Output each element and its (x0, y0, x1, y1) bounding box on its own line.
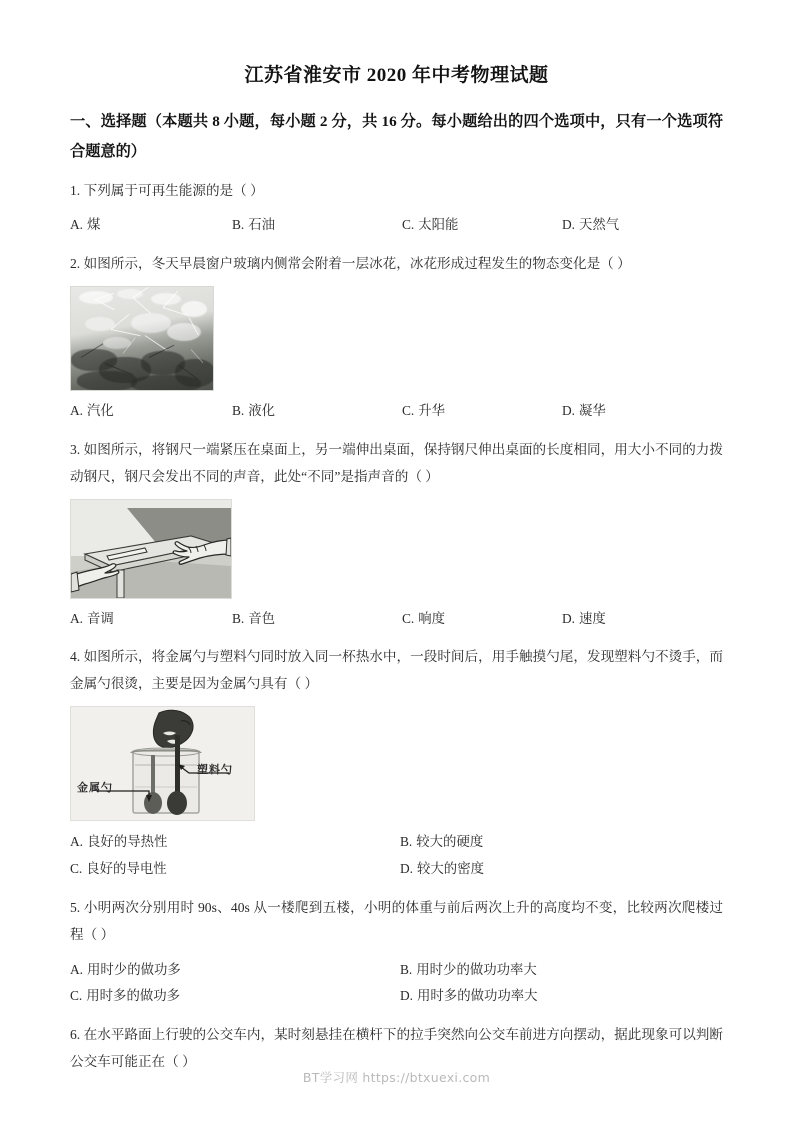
options-row (70, 606, 723, 633)
option-c[interactable] (70, 856, 400, 883)
page-content (70, 60, 723, 1076)
option-d-text: 天然气 (579, 217, 620, 233)
steel-ruler-figure (70, 499, 723, 599)
option-c-text: 升华 (418, 402, 446, 418)
option-d-label: D. (400, 860, 414, 876)
option-d-text: 凝华 (579, 402, 606, 418)
option-d[interactable] (562, 212, 722, 239)
question-stem (70, 644, 723, 698)
options-row-2 (70, 856, 723, 883)
option-c[interactable] (70, 983, 400, 1010)
option-b[interactable] (232, 606, 402, 633)
option-b-label: B. (232, 402, 245, 418)
options-row-1 (70, 957, 723, 984)
option-a-text: 煤 (87, 217, 101, 233)
question-4 (70, 644, 723, 882)
option-b-label: B. (232, 217, 245, 233)
option-d[interactable] (400, 983, 538, 1010)
option-a-label: A. (70, 834, 84, 850)
question-number: 2. (70, 256, 81, 271)
option-b-label: B. (400, 834, 413, 850)
page-title: 江苏省淮安市 2020 年中考物理试题 (244, 65, 549, 86)
question-text: 下列属于可再生能源的是（ ） (83, 183, 264, 199)
option-b-text: 较大的硬度 (416, 834, 484, 850)
question-number: 3. (70, 441, 81, 457)
option-d-label: D. (562, 217, 576, 233)
question-text: 如图所示，冬天早晨窗户玻璃内侧常会附着一层冰花，冰花形成过程发生的物态变化是（ ） (83, 256, 631, 271)
option-a-label: A. (70, 961, 84, 977)
option-c-label: C. (70, 860, 83, 876)
spoons-in-beaker-photo (70, 706, 255, 821)
option-a[interactable] (70, 398, 232, 425)
option-c-text: 响度 (418, 610, 446, 626)
option-d-label: D. (562, 610, 576, 626)
option-b-text: 用时少的做功功率大 (416, 961, 537, 977)
question-number: 4. (70, 649, 81, 665)
option-c-label: C. (70, 988, 83, 1004)
option-c-text: 良好的导电性 (86, 860, 167, 876)
spoons-in-beaker-figure (70, 706, 723, 821)
option-c[interactable] (402, 606, 562, 633)
option-c-label: C. (402, 402, 415, 418)
option-b-label: B. (400, 961, 413, 977)
question-text: 如图所示，将金属勺与塑料勺同时放入同一杯热水中，一段时间后，用手触摸勺尾，发现塑料勺不烫手，而金属勺很烫，主要是因为金属勺具有（ ） (70, 649, 724, 692)
option-c-label: C. (402, 217, 415, 233)
option-a-text: 良好的导热性 (87, 834, 168, 850)
options-row-1 (70, 829, 723, 856)
option-c-text: 太阳能 (418, 217, 459, 233)
option-b[interactable] (400, 829, 483, 856)
option-a[interactable] (70, 212, 232, 239)
option-c-label: C. (402, 610, 415, 626)
option-c-text: 用时多的做功多 (86, 988, 181, 1004)
option-d-label: D. (562, 402, 576, 418)
question-text: 小明两次分别用时 90s、40s 从一楼爬到五楼，小明的体重与前后两次上升的高度均不变，比较两次爬楼过程（ ） (70, 899, 723, 942)
question-number: 5. (70, 899, 81, 915)
option-d[interactable] (400, 856, 484, 883)
option-b[interactable] (400, 957, 537, 984)
option-a-text: 用时少的做功多 (87, 961, 181, 977)
option-a[interactable] (70, 606, 232, 633)
steel-ruler-on-table-illustration (70, 499, 232, 599)
metal-spoon-label: 金属勺 (77, 782, 113, 795)
options-row (70, 212, 723, 239)
question-5 (70, 895, 723, 1010)
footer-watermark: BT学习网 https://btxuexi.com (302, 1070, 491, 1085)
question-stem (70, 437, 723, 491)
options-grid (70, 957, 723, 1011)
frost-on-glass-photo (70, 286, 214, 391)
option-d-text: 用时多的做功功率大 (417, 988, 538, 1004)
question-number: 1. (70, 183, 81, 199)
option-b[interactable] (232, 398, 402, 425)
option-a-label: A. (70, 610, 84, 626)
option-c[interactable] (402, 398, 562, 425)
option-a-text: 汽化 (87, 402, 114, 418)
question-text: 如图所示，将钢尺一端紧压在桌面上，另一端伸出桌面，保持钢尺伸出桌面的长度相同，用大小不同的力拨动钢尺，钢尺会发出不同的声音，此处“不同”是指声音的（ ） (70, 441, 724, 484)
option-d[interactable] (562, 606, 722, 633)
plastic-spoon-label: 塑料勺 (197, 764, 233, 777)
options-row (70, 398, 723, 425)
question-2 (70, 251, 723, 425)
question-1 (70, 178, 723, 239)
option-d-label: D. (400, 988, 414, 1004)
section-heading: 一、选择题（本题共 8 小题，每小题 2 分，共 16 分。每小题给出的四个选项中，只有一个选项符合题意的） (70, 113, 723, 160)
question-stem (70, 895, 723, 949)
options-row-2 (70, 983, 723, 1010)
option-b-text: 液化 (248, 402, 276, 418)
option-a[interactable] (70, 829, 400, 856)
ruler-illustration-svg (71, 500, 231, 598)
option-d-text: 较大的密度 (417, 860, 484, 876)
option-d[interactable] (562, 398, 722, 425)
question-stem (70, 178, 723, 205)
option-a[interactable] (70, 957, 400, 984)
question-stem (70, 251, 723, 278)
option-b-text: 音色 (248, 610, 276, 626)
question-3 (70, 437, 723, 633)
option-c[interactable] (402, 212, 562, 239)
question-number: 6. (70, 1027, 81, 1043)
options-grid (70, 829, 723, 883)
question-text: 在水平路面上行驶的公交车内，某时刻悬挂在横杆下的拉手突然向公交车前进方向摆动，据此现象可以判断公交车可能正在（ ） (70, 1027, 724, 1070)
option-d-text: 速度 (579, 610, 606, 626)
option-b-text: 石油 (248, 217, 276, 233)
option-a-label: A. (70, 402, 84, 418)
option-a-text: 音调 (87, 610, 114, 626)
option-a-label: A. (70, 217, 84, 233)
option-b-label: B. (232, 610, 245, 626)
frost-on-glass-figure (70, 286, 723, 391)
option-b[interactable] (232, 212, 402, 239)
